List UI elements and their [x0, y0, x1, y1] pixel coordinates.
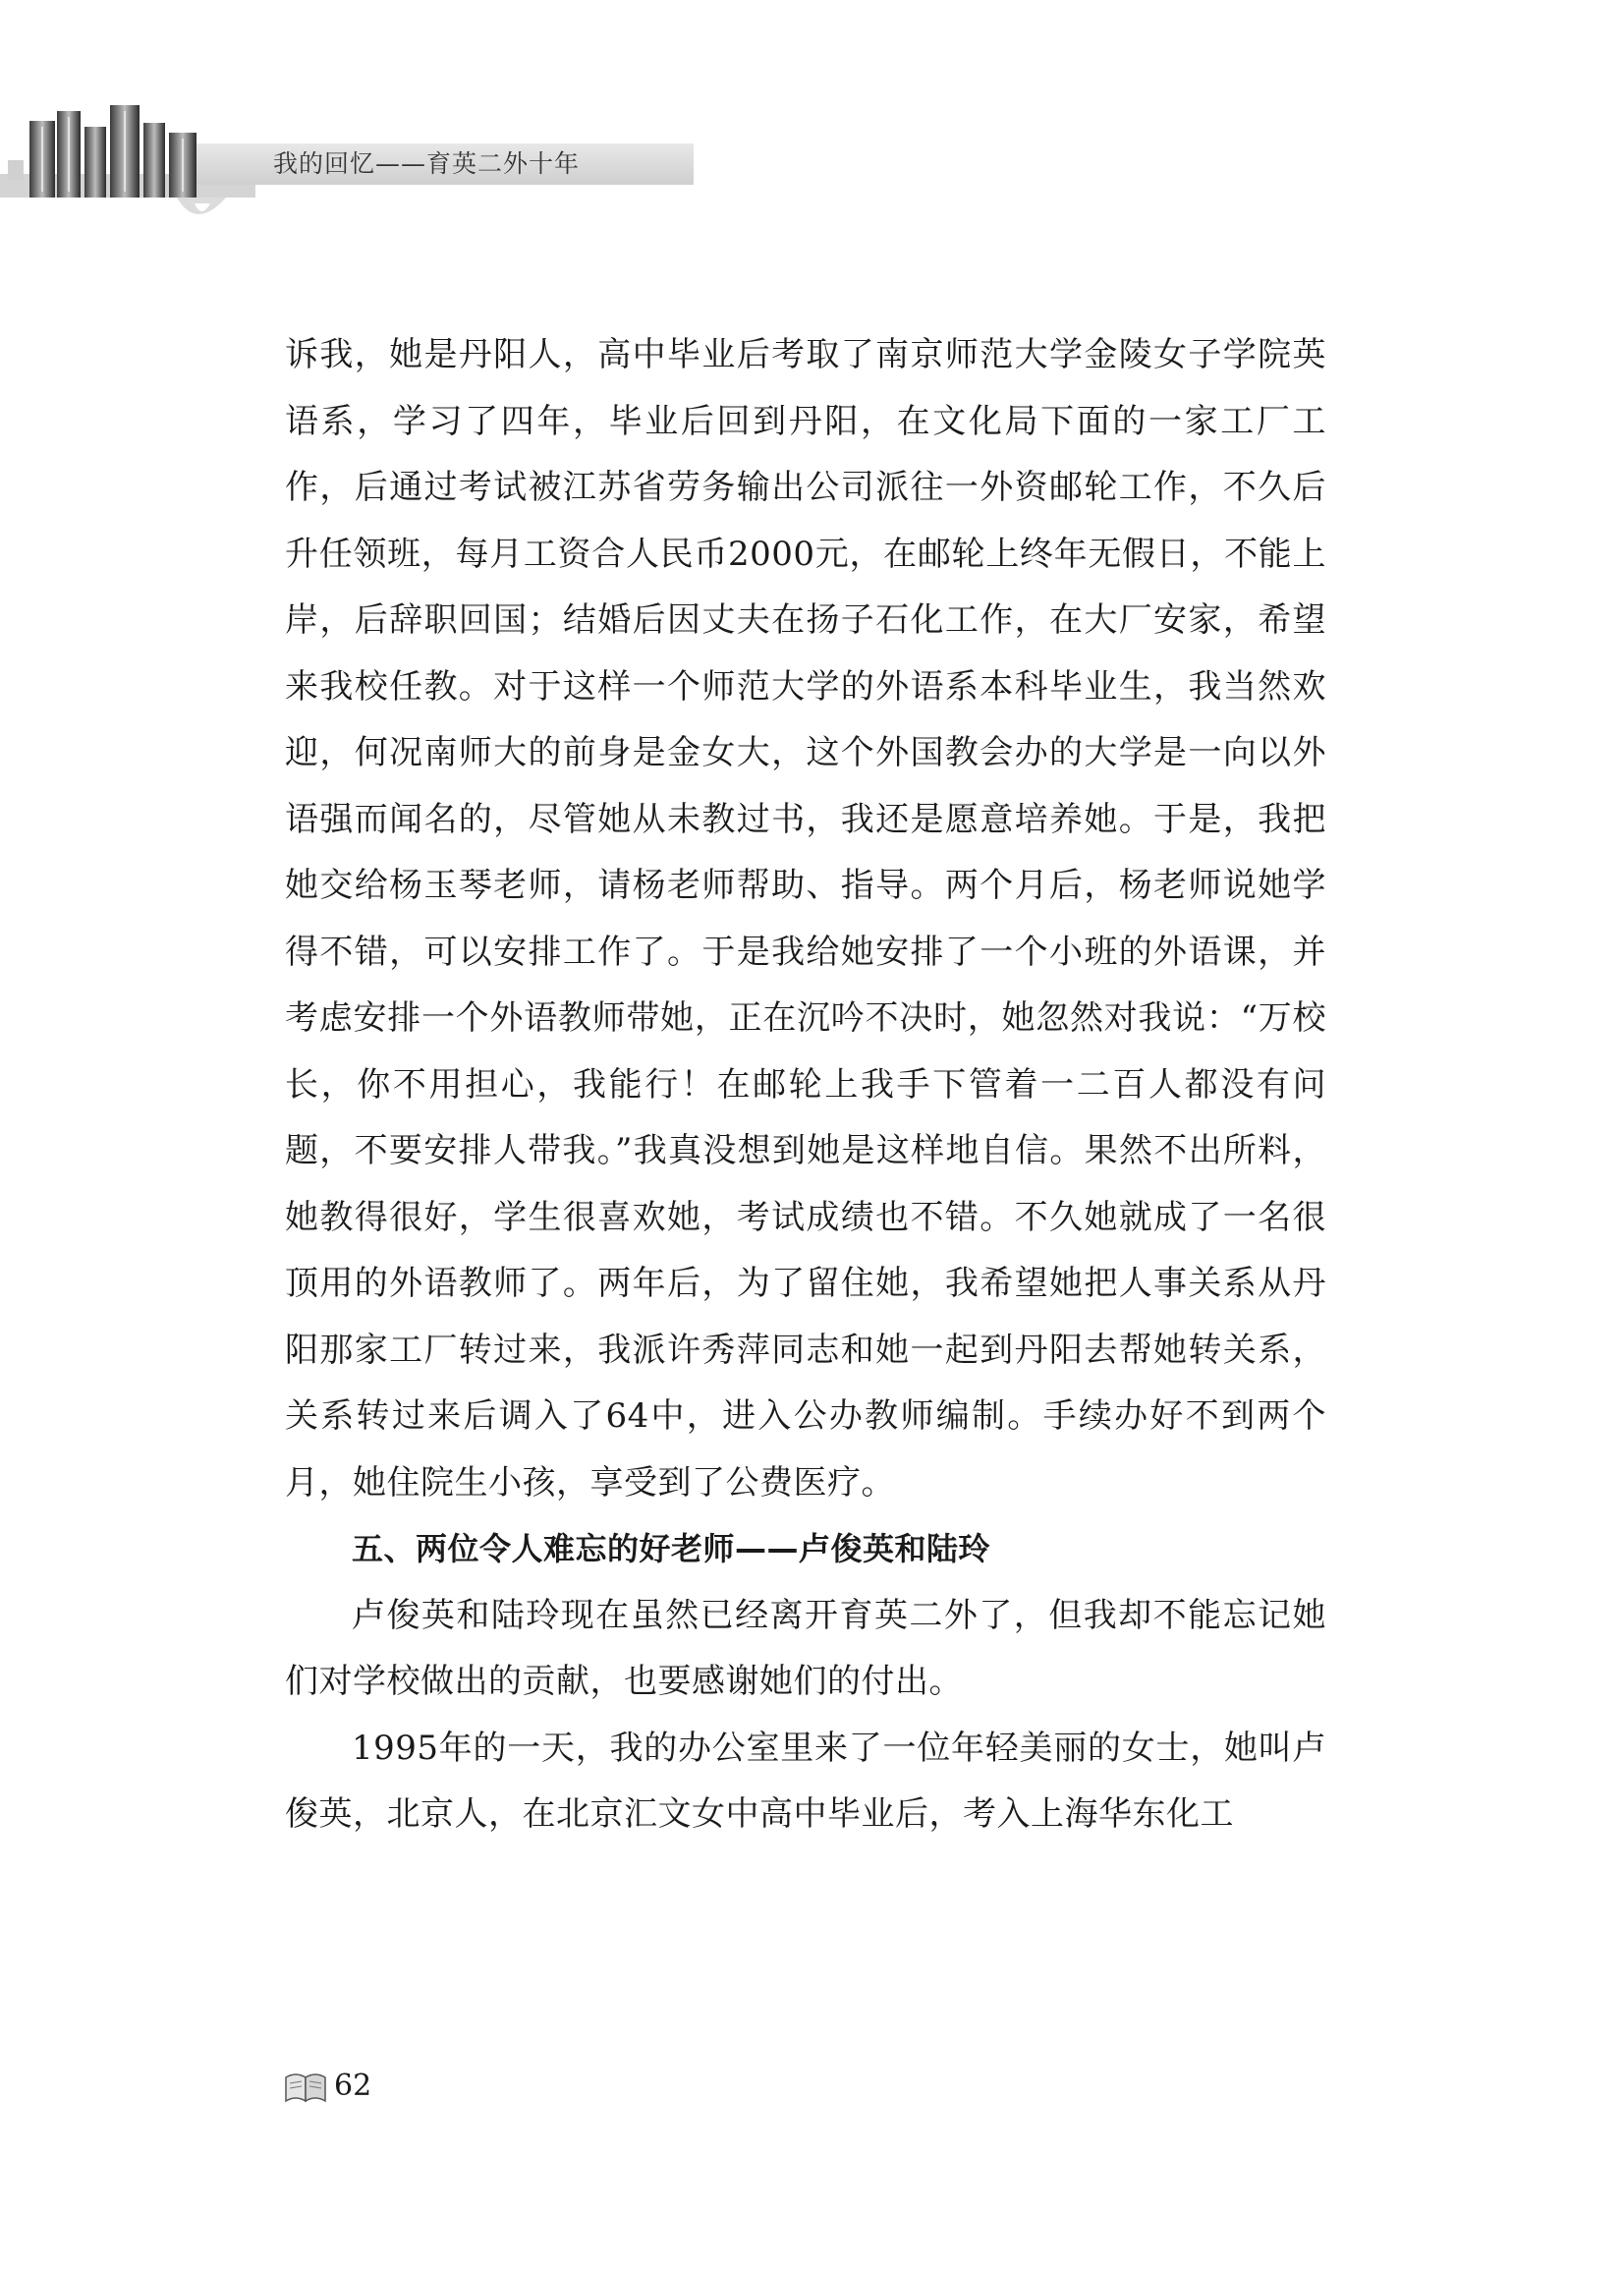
page-footer [283, 2061, 371, 2110]
body-paragraph: 卢俊英和陆玲现在虽然已经离开育英二外了，但我却不能忘记她们对学校做出的贡献，也要感谢她们的付出。 [285, 1595, 1326, 1701]
page-number: 62 [334, 2068, 372, 2103]
running-header-title: 我的回忆——育英二外十年 [273, 149, 581, 178]
open-book-icon [283, 2066, 328, 2105]
body-text [285, 322, 1326, 1848]
body-paragraph: 1995年的一天，我的办公室里来了一位年轻美丽的女士，她叫卢俊英，北京人，在北京汇文女中高中毕业后，考入上海华东化工 [285, 1728, 1326, 1834]
section-heading: 五、两位令人难忘的好老师——卢俊英和陆玲 [352, 1530, 991, 1567]
body-paragraph: 诉我，她是丹阳人，高中毕业后考取了南京师范大学金陵女子学院英语系，学习了四年，毕业后回到丹阳，在文化局下面的一家工厂工作，后通过考试被江苏省劳务输出公司派往一外资邮轮工作，不久后升任领班，每月工资合人民币2000元，在邮轮上终年无假日，不能上岸，后辞职回国；结婚后因丈夫在扬子石化工作，在大厂安家，希望来我校任教。对于这样一个师范大学的外语系本科毕业生，我当然欢迎，何况南师大的前身是金女大，这个外国教会办的大学是一向以外语强而闻名的，尽管她从未教过书，我还是愿意培养她。于是，我把她交给杨玉琴老师，请杨老师帮助、指导。两个月后，杨老师说她学得不错，可以安排工作了。于是我给她安排了一个小班的外语课，并考虑安排一个外语教师带她，正在沉吟不决时，她忽然对我说：“万校长，你不用担心，我能行！在邮轮上我手下管着一二百人都没有问题，不要安排人带我。”我真没想到她是这样地自信。果然不出所料，她教得很好，学生很喜欢她，考试成绩也不错。不久她就成了一名很顶用的外语教师了。两年后，为了留住她，我希望她把人事关系从丹阳那家工厂转过来，我派许秀萍同志和她一起到丹阳去帮她转关系，关系转过来后调入了64中，进入公办教师编制。手续办好不到两个月，她住院生小孩，享受到了公费医疗。 [285, 335, 1326, 1503]
